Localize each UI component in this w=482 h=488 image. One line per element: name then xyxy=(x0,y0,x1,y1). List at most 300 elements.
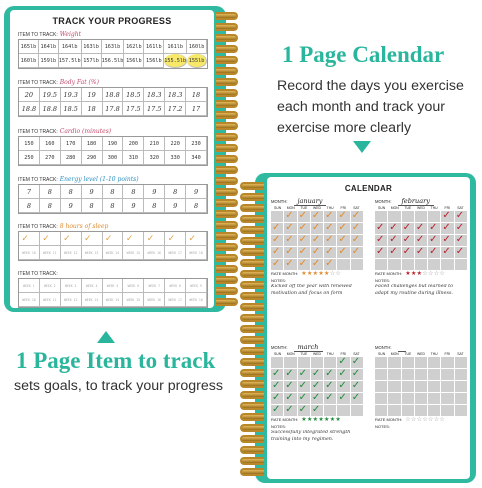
calendar-day[interactable] xyxy=(337,357,349,368)
calendar-day[interactable] xyxy=(284,357,296,368)
track-cell[interactable] xyxy=(82,232,103,246)
calendar-day[interactable] xyxy=(337,211,349,222)
calendar-day[interactable] xyxy=(455,357,467,368)
track-cell[interactable]: 18 xyxy=(186,88,207,102)
track-cell[interactable] xyxy=(40,232,61,246)
track-cell[interactable]: WEEK 17 xyxy=(165,293,186,307)
track-grid xyxy=(18,231,208,261)
track-cell[interactable]: 160 xyxy=(40,137,61,151)
calendar-day[interactable] xyxy=(311,357,323,368)
calendar-day[interactable] xyxy=(428,381,440,392)
calendar-day[interactable] xyxy=(298,235,310,246)
month-notes[interactable]: Kicked off the year with renewed motivation and focus on form xyxy=(271,284,352,296)
calendar-day[interactable] xyxy=(324,405,336,416)
notes-label: NOTES: xyxy=(375,424,390,429)
track-cell[interactable]: 18.5 xyxy=(123,88,144,102)
calendar-day[interactable] xyxy=(284,259,296,270)
calendar-day[interactable] xyxy=(415,211,427,222)
track-cell[interactable]: 190 xyxy=(103,137,124,151)
spiral-coil xyxy=(216,232,238,240)
calendar-day[interactable] xyxy=(388,259,400,270)
calendar-day[interactable] xyxy=(337,405,349,416)
calendar-day[interactable] xyxy=(428,393,440,404)
track-cell[interactable]: WEEK 3 xyxy=(61,279,82,293)
check-icon: ✓ xyxy=(429,234,438,245)
star-icon: ☆ xyxy=(439,271,446,277)
track-cell[interactable]: 8 xyxy=(40,199,61,213)
calendar-day[interactable] xyxy=(428,235,440,246)
track-cell[interactable]: 8 xyxy=(40,185,61,199)
calendar-day[interactable] xyxy=(402,357,414,368)
star-rating[interactable] xyxy=(405,271,445,277)
calendar-day[interactable] xyxy=(388,357,400,368)
calendar-day[interactable] xyxy=(388,405,400,416)
calendar-day[interactable] xyxy=(271,393,283,404)
track-cell[interactable]: WEEK 12 xyxy=(61,246,82,260)
calendar-day[interactable] xyxy=(324,381,336,392)
calendar-day[interactable] xyxy=(375,357,387,368)
track-cell[interactable]: WEEK 11 xyxy=(40,293,61,307)
calendar-day[interactable] xyxy=(284,247,296,258)
calendar-day[interactable] xyxy=(375,369,387,380)
calendar-day[interactable] xyxy=(388,235,400,246)
calendar-day[interactable] xyxy=(402,211,414,222)
calendar-day[interactable] xyxy=(402,235,414,246)
calendar-day[interactable] xyxy=(311,235,323,246)
calendar-day[interactable] xyxy=(337,259,349,270)
check-icon: ✓ xyxy=(415,222,425,233)
calendar-day[interactable] xyxy=(351,223,363,234)
track-cell[interactable]: 161lb xyxy=(144,40,164,54)
calendar-day[interactable] xyxy=(455,259,467,270)
calendar-day[interactable] xyxy=(455,223,467,234)
calendar-day[interactable] xyxy=(375,393,387,404)
track-cell[interactable]: 290 xyxy=(82,151,103,165)
star-rating[interactable] xyxy=(405,417,445,423)
calendar-day[interactable] xyxy=(441,211,453,222)
check-icon: ✓ xyxy=(442,210,451,221)
track-cell[interactable]: WEEK 18 xyxy=(186,293,207,307)
check-icon: ✓ xyxy=(311,258,321,269)
track-cell[interactable]: 164lb xyxy=(59,40,82,54)
calendar-day[interactable] xyxy=(337,235,349,246)
track-cell[interactable]: WEEK 14 xyxy=(103,246,124,260)
track-cell[interactable]: 8 xyxy=(61,185,82,199)
calendar-day[interactable] xyxy=(337,369,349,380)
calendar-day[interactable] xyxy=(337,223,349,234)
track-grid xyxy=(18,278,208,308)
check-icon: ✓ xyxy=(272,392,281,403)
calendar-day[interactable] xyxy=(402,223,414,234)
track-cell[interactable]: 157.5lb xyxy=(59,54,82,68)
check-icon: ✓ xyxy=(338,368,347,379)
calendar-day[interactable] xyxy=(337,381,349,392)
calendar-day[interactable] xyxy=(415,405,427,416)
calendar-day[interactable] xyxy=(351,405,363,416)
calendar-day[interactable] xyxy=(428,211,440,222)
calendar-day[interactable] xyxy=(388,223,400,234)
track-cell[interactable]: 180 xyxy=(82,137,103,151)
track-cell[interactable]: 320 xyxy=(144,151,165,165)
star-icon: ★ xyxy=(405,271,411,277)
track-cell[interactable]: 161lb xyxy=(164,40,187,54)
calendar-day[interactable] xyxy=(311,393,323,404)
track-cell[interactable]: 19.3 xyxy=(61,88,82,102)
track-cell[interactable]: 18.3 xyxy=(165,88,186,102)
calendar-day[interactable] xyxy=(324,393,336,404)
track-cell[interactable]: 156lb xyxy=(124,54,144,68)
spiral-coil xyxy=(216,221,238,229)
calendar-day[interactable] xyxy=(375,211,387,222)
track-cell[interactable]: 18.8 xyxy=(103,88,124,102)
calendar-day[interactable] xyxy=(324,259,336,270)
month-notes[interactable]: Faced challenges but learned to adapt my routine during illness. xyxy=(375,284,453,296)
track-cell[interactable]: WEEK 16 xyxy=(144,293,165,307)
track-cell[interactable]: 156.5lb xyxy=(102,54,125,68)
track-progress-title: TRACK YOUR PROGRESS xyxy=(52,16,172,26)
calendar-day[interactable] xyxy=(351,369,363,380)
calendar-day[interactable] xyxy=(402,259,414,270)
track-cell[interactable]: 160lb xyxy=(187,40,207,54)
check-icon: ✓ xyxy=(325,368,334,379)
track-cell[interactable]: 157lb xyxy=(82,54,102,68)
calendar-day[interactable] xyxy=(375,223,387,234)
month-label: MONTH: xyxy=(271,199,288,204)
calendar-day[interactable] xyxy=(428,405,440,416)
track-cell[interactable]: 230 xyxy=(186,137,207,151)
track-cell[interactable]: 210 xyxy=(144,137,165,151)
calendar-day[interactable] xyxy=(298,393,310,404)
calendar-day[interactable] xyxy=(415,393,427,404)
calendar-day[interactable] xyxy=(402,393,414,404)
track-cell[interactable]: 156lb xyxy=(144,54,164,68)
calendar-day[interactable] xyxy=(284,369,296,380)
calendar-day[interactable] xyxy=(415,235,427,246)
track-cell[interactable]: 18.8 xyxy=(19,102,40,116)
track-cell[interactable]: WEEK 5 xyxy=(103,279,124,293)
track-cell[interactable]: 17.5 xyxy=(144,102,165,116)
calendar-day[interactable] xyxy=(415,369,427,380)
track-cell[interactable]: WEEK 16 xyxy=(144,246,165,260)
track-cell[interactable]: 155.5lb xyxy=(164,54,187,68)
track-cell[interactable]: 330 xyxy=(165,151,186,165)
track-cell[interactable] xyxy=(186,232,207,246)
weekday-label: SAT xyxy=(457,352,464,356)
calendar-day[interactable] xyxy=(324,369,336,380)
calendar-day[interactable] xyxy=(324,247,336,258)
calendar-day[interactable] xyxy=(298,381,310,392)
check-icon: ✓ xyxy=(325,210,334,221)
track-cell[interactable]: WEEK 11 xyxy=(40,246,61,260)
track-cell[interactable]: 164lb xyxy=(39,40,59,54)
track-cell[interactable]: 250 xyxy=(19,151,40,165)
track-cell[interactable]: 7 xyxy=(19,185,40,199)
calendar-day[interactable] xyxy=(351,381,363,392)
track-cell[interactable] xyxy=(144,232,165,246)
track-cell[interactable]: 19 xyxy=(82,88,103,102)
track-cell[interactable]: 9 xyxy=(61,199,82,213)
track-cell[interactable]: WEEK 12 xyxy=(61,293,82,307)
track-cell[interactable]: 200 xyxy=(123,137,144,151)
calendar-day[interactable] xyxy=(284,393,296,404)
calendar-day[interactable] xyxy=(428,223,440,234)
calendar-day[interactable] xyxy=(298,405,310,416)
calendar-day[interactable] xyxy=(351,235,363,246)
calendar-day[interactable] xyxy=(351,357,363,368)
track-cell[interactable]: 8 xyxy=(19,199,40,213)
track-cell[interactable]: 155lb xyxy=(187,54,207,68)
track-cell[interactable]: WEEK 15 xyxy=(123,246,144,260)
track-cell[interactable]: 8 xyxy=(165,185,186,199)
calendar-day[interactable] xyxy=(271,211,283,222)
calendar-day[interactable] xyxy=(428,259,440,270)
check-icon: ✓ xyxy=(147,233,154,244)
spiral-coil xyxy=(240,380,264,388)
month-notes[interactable]: Successfully integrated strength training into my regimen. xyxy=(271,430,351,442)
calendar-day[interactable] xyxy=(402,381,414,392)
calendar-day[interactable] xyxy=(284,405,296,416)
calendar-day[interactable] xyxy=(388,381,400,392)
calendar-day[interactable] xyxy=(388,393,400,404)
track-cell[interactable]: 170 xyxy=(61,137,82,151)
track-cell[interactable]: WEEK 4 xyxy=(82,279,103,293)
calendar-day[interactable] xyxy=(271,405,283,416)
track-cell[interactable]: 18 xyxy=(82,102,103,116)
calendar-day[interactable] xyxy=(351,393,363,404)
calendar-day[interactable] xyxy=(375,235,387,246)
calendar-day[interactable] xyxy=(324,357,336,368)
spiral-coil xyxy=(240,358,264,366)
calendar-day[interactable] xyxy=(455,405,467,416)
track-cell[interactable]: WEEK 14 xyxy=(103,293,124,307)
calendar-day[interactable] xyxy=(284,223,296,234)
calendar-day[interactable] xyxy=(402,247,414,258)
calendar-day[interactable] xyxy=(455,381,467,392)
check-icon: ✓ xyxy=(285,210,294,221)
weekday-label: FRI xyxy=(340,352,346,356)
calendar-day[interactable] xyxy=(298,369,310,380)
calendar-day[interactable] xyxy=(311,211,323,222)
star-rating[interactable] xyxy=(301,271,341,277)
track-cell[interactable]: 17 xyxy=(186,102,207,116)
track-cell[interactable]: WEEK 7 xyxy=(144,279,165,293)
track-cell[interactable]: 162lb xyxy=(124,40,144,54)
star-icon: ☆ xyxy=(433,417,440,423)
track-cell[interactable]: 9 xyxy=(144,185,165,199)
track-cell[interactable]: 220 xyxy=(165,137,186,151)
track-cell[interactable]: 163lb xyxy=(82,40,102,54)
track-cell[interactable]: 280 xyxy=(61,151,82,165)
calendar-day[interactable] xyxy=(375,247,387,258)
track-cell[interactable]: 8 xyxy=(123,185,144,199)
calendar-day[interactable] xyxy=(388,211,400,222)
spiral-coil xyxy=(240,303,264,311)
calendar-day[interactable] xyxy=(284,381,296,392)
tracked-item-name: Energy level (1-10 points) xyxy=(59,176,139,183)
calendar-notebook xyxy=(255,173,476,483)
calendar-day[interactable] xyxy=(284,235,296,246)
check-icon: ✓ xyxy=(338,356,347,367)
track-cell[interactable]: 17.2 xyxy=(165,102,186,116)
track-cell[interactable]: 9 xyxy=(186,185,207,199)
notes-label: NOTES: xyxy=(271,278,286,283)
track-block xyxy=(18,269,208,308)
month-notes[interactable] xyxy=(375,430,467,452)
track-cell[interactable]: 165lb xyxy=(19,40,39,54)
calendar-day[interactable] xyxy=(298,223,310,234)
track-cell[interactable]: 9 xyxy=(123,199,144,213)
track-cell[interactable]: 163lb xyxy=(102,40,125,54)
track-cell[interactable] xyxy=(103,232,124,246)
calendar-day[interactable] xyxy=(428,357,440,368)
calendar-day[interactable] xyxy=(375,405,387,416)
track-cell[interactable]: 20 xyxy=(19,88,40,102)
calendar-day[interactable] xyxy=(455,211,467,222)
check-icon: ✓ xyxy=(63,233,70,244)
track-cell[interactable]: 8 xyxy=(186,199,207,213)
track-cell[interactable]: 17.8 xyxy=(103,102,124,116)
rate-month-row xyxy=(271,270,363,278)
star-rating[interactable] xyxy=(301,417,341,423)
calendar-day[interactable] xyxy=(375,381,387,392)
calendar-day[interactable] xyxy=(455,369,467,380)
calendar-day[interactable] xyxy=(337,393,349,404)
spiral-coil xyxy=(240,226,264,234)
track-cell[interactable]: 18.5 xyxy=(61,102,82,116)
calendar-day[interactable] xyxy=(311,381,323,392)
track-cell[interactable]: WEEK 13 xyxy=(82,293,103,307)
calendar-day[interactable] xyxy=(311,405,323,416)
month-day-grid xyxy=(375,357,467,416)
calendar-day[interactable] xyxy=(428,247,440,258)
star-icon: ☆ xyxy=(410,417,417,423)
track-cell[interactable]: 270 xyxy=(40,151,61,165)
check-icon: ✓ xyxy=(189,233,196,244)
track-cell[interactable]: WEEK 13 xyxy=(82,246,103,260)
track-cell[interactable]: 9 xyxy=(165,199,186,213)
track-cell[interactable]: 340 xyxy=(186,151,207,165)
track-cell[interactable]: 160lb xyxy=(19,54,39,68)
calendar-day[interactable] xyxy=(388,369,400,380)
calendar-day[interactable] xyxy=(324,211,336,222)
calendar-day[interactable] xyxy=(271,357,283,368)
track-cell[interactable]: 17.5 xyxy=(123,102,144,116)
calendar-day[interactable] xyxy=(455,247,467,258)
spiral-coil xyxy=(216,276,238,284)
track-cell[interactable] xyxy=(19,232,40,246)
calendar-day[interactable] xyxy=(271,247,283,258)
calendar-day[interactable] xyxy=(428,369,440,380)
track-cell[interactable]: 8 xyxy=(144,199,165,213)
calendar-day[interactable] xyxy=(271,369,283,380)
track-cell[interactable]: WEEK 6 xyxy=(123,279,144,293)
calendar-day[interactable] xyxy=(402,369,414,380)
track-cell[interactable] xyxy=(123,232,144,246)
calendar-day[interactable] xyxy=(441,393,453,404)
track-cell[interactable]: WEEK 2 xyxy=(40,279,61,293)
star-icon: ★ xyxy=(318,417,325,423)
calendar-day[interactable] xyxy=(441,357,453,368)
calendar-day[interactable] xyxy=(298,259,310,270)
calendar-day[interactable] xyxy=(324,223,336,234)
calendar-day[interactable] xyxy=(415,259,427,270)
calendar-day[interactable] xyxy=(284,211,296,222)
calendar-day[interactable] xyxy=(441,247,453,258)
calendar-day[interactable] xyxy=(298,247,310,258)
calendar-day[interactable] xyxy=(337,247,349,258)
track-cell[interactable]: 9 xyxy=(82,185,103,199)
track-cell[interactable]: 8 xyxy=(103,199,124,213)
calendar-day[interactable] xyxy=(455,235,467,246)
calendar-day[interactable] xyxy=(388,247,400,258)
track-cell[interactable]: 8 xyxy=(82,199,103,213)
calendar-day[interactable] xyxy=(375,259,387,270)
track-cell[interactable]: WEEK 17 xyxy=(165,246,186,260)
tracked-item-name: Weight xyxy=(59,31,81,38)
track-cell[interactable]: 8 xyxy=(103,185,124,199)
calendar-day[interactable] xyxy=(311,223,323,234)
calendar-day[interactable] xyxy=(402,405,414,416)
calendar-day[interactable] xyxy=(351,247,363,258)
calendar-day[interactable] xyxy=(351,259,363,270)
track-cell[interactable]: 18.3 xyxy=(144,88,165,102)
calendar-day[interactable] xyxy=(351,211,363,222)
track-cell[interactable]: 19.5 xyxy=(40,88,61,102)
track-cell[interactable]: WEEK 15 xyxy=(123,293,144,307)
calendar-day[interactable] xyxy=(311,259,323,270)
calendar-day[interactable] xyxy=(271,235,283,246)
calendar-day[interactable] xyxy=(415,357,427,368)
check-icon: ✓ xyxy=(415,246,425,257)
track-cell[interactable] xyxy=(165,232,186,246)
calendar-day[interactable] xyxy=(441,259,453,270)
spiral-coil xyxy=(240,369,264,377)
calendar-day[interactable] xyxy=(271,223,283,234)
calendar-day[interactable] xyxy=(324,235,336,246)
calendar-day[interactable] xyxy=(441,223,453,234)
track-cell[interactable]: 159lb xyxy=(39,54,59,68)
calendar-day[interactable] xyxy=(298,357,310,368)
calendar-day[interactable] xyxy=(415,223,427,234)
calendar-day[interactable] xyxy=(441,405,453,416)
calendar-day[interactable] xyxy=(441,235,453,246)
track-cell[interactable]: 300 xyxy=(103,151,124,165)
track-cell[interactable]: WEEK 10 xyxy=(19,293,40,307)
calendar-day[interactable] xyxy=(271,381,283,392)
track-cell[interactable] xyxy=(61,232,82,246)
track-cell[interactable]: WEEK 8 xyxy=(165,279,186,293)
track-cell[interactable]: WEEK 10 xyxy=(19,246,40,260)
check-icon: ✓ xyxy=(351,222,361,233)
track-cell[interactable]: WEEK 9 xyxy=(186,279,207,293)
calendar-day[interactable] xyxy=(415,247,427,258)
calendar-day[interactable] xyxy=(441,369,453,380)
calendar-day[interactable] xyxy=(415,381,427,392)
check-icon: ✓ xyxy=(338,222,347,233)
star-icon: ☆ xyxy=(422,271,429,277)
calendar-day[interactable] xyxy=(455,393,467,404)
calendar-day[interactable] xyxy=(271,259,283,270)
calendar-day[interactable] xyxy=(441,381,453,392)
track-cell[interactable]: WEEK 1 xyxy=(19,279,40,293)
track-cell[interactable]: 18.8 xyxy=(40,102,61,116)
track-cell[interactable]: WEEK 18 xyxy=(186,246,207,260)
calendar-day[interactable] xyxy=(311,369,323,380)
track-cell[interactable]: 310 xyxy=(123,151,144,165)
track-cell[interactable]: 150 xyxy=(19,137,40,151)
calendar-day[interactable] xyxy=(298,211,310,222)
calendar-day[interactable] xyxy=(311,247,323,258)
